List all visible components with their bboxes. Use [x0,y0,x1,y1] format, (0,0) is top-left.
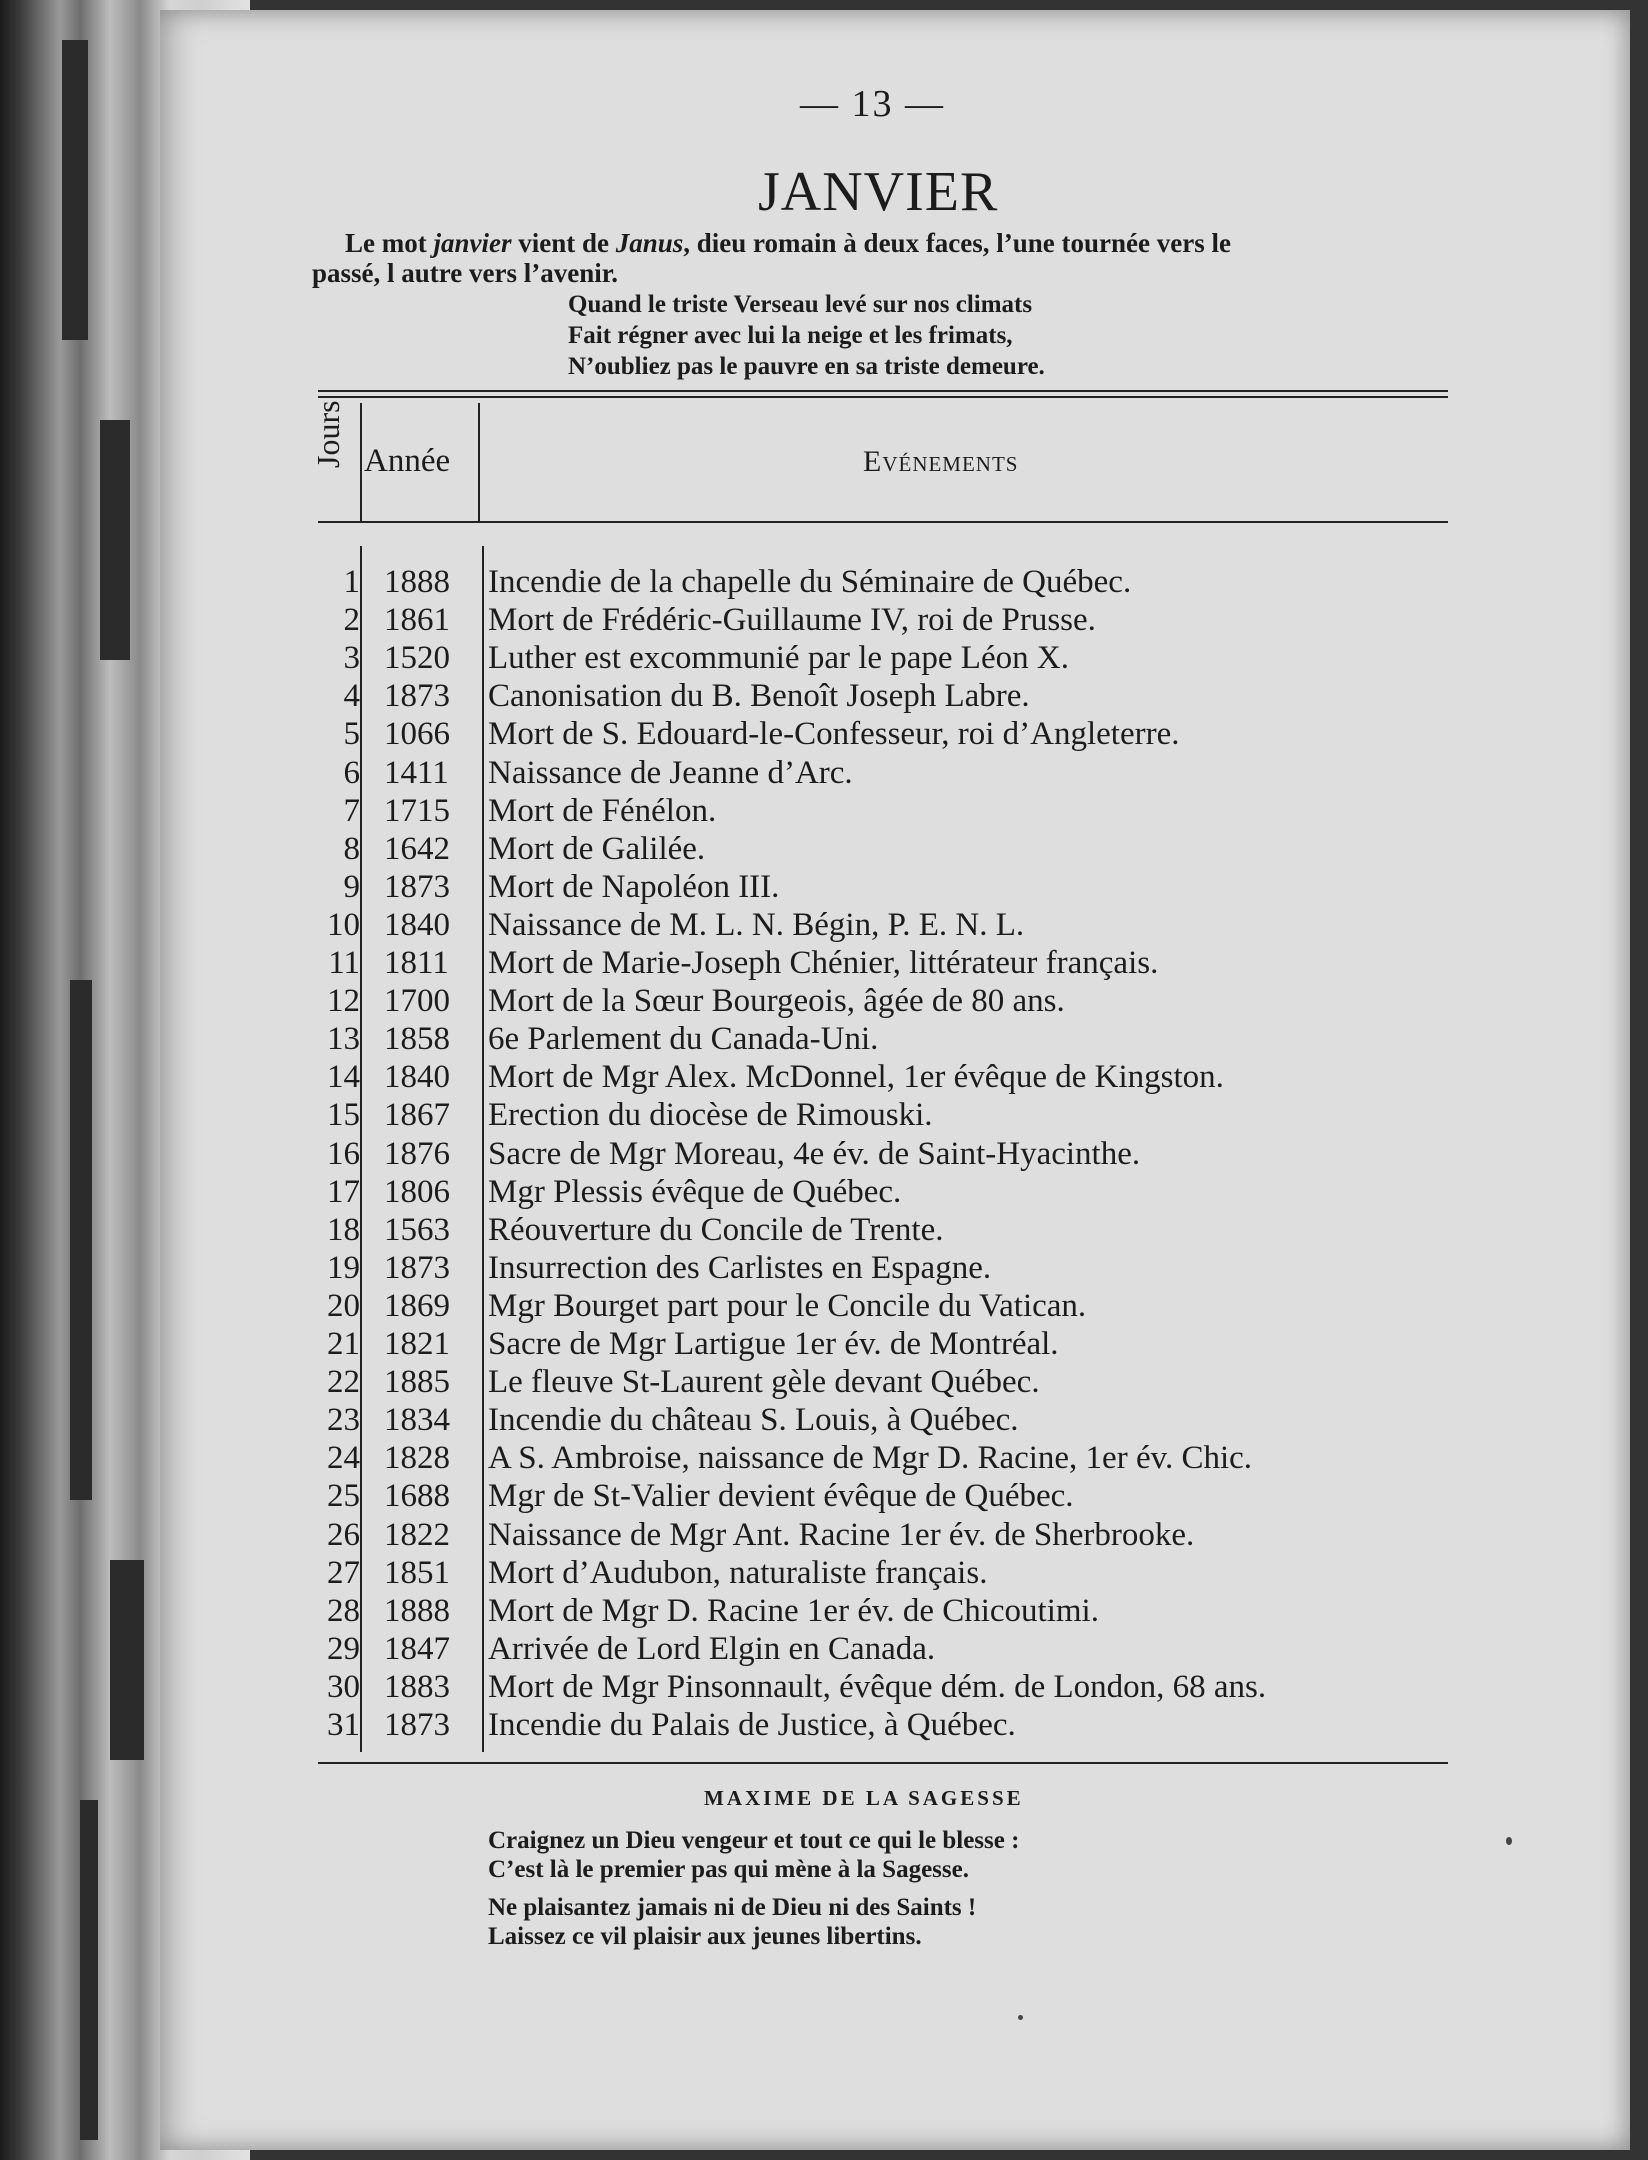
row-day: 8 [343,830,360,867]
row-year: 1873 [384,1249,450,1286]
row-day: 18 [327,1211,360,1248]
row-event: Mgr de St-Valier devient évêque de Québec. [488,1478,1074,1515]
row-event: Naissance de Mgr Ant. Racine 1er év. de Sherbrooke. [488,1516,1195,1553]
row-year: 1873 [384,678,450,715]
row-event: Naissance de Jeanne d’Arc. [488,754,853,791]
poem [568,289,1045,382]
row-year: 1828 [384,1440,450,1477]
row-event: Naissance de M. L. N. Bégin, P. E. N. L. [488,906,1025,943]
row-day: 21 [327,1326,360,1362]
row-year: 1563 [384,1211,450,1248]
row-day: 27 [327,1554,360,1591]
row-year: 1867 [384,1097,450,1134]
row-year: 1642 [384,830,450,867]
row-day: 17 [327,1173,360,1210]
row-day: 25 [327,1478,360,1515]
row-year: 1888 [384,1592,450,1629]
row-day: 6 [343,754,360,791]
row-year: 1885 [384,1364,450,1401]
header-jours: Jours [310,400,346,468]
row-day: 20 [327,1287,360,1324]
row-year: 1888 [384,564,450,600]
row-year: 1520 [384,640,450,677]
row-year: 1873 [384,1707,450,1743]
row-event: Erection du diocèse de Rimouski. [488,1097,933,1134]
row-event: Mort de Mgr Pinsonnault, évêque dém. de London, 68 ans. [488,1668,1267,1705]
table-top-rule [318,390,1448,398]
maxim-line: Craignez un Dieu vengeur et tout ce qui le blesse : [488,1827,1020,1854]
row-year: 1847 [384,1630,450,1667]
row-day: 29 [327,1630,360,1667]
row-year: 1688 [384,1478,450,1515]
row-year: 1834 [384,1402,450,1439]
row-year: 1876 [384,1135,450,1172]
intro-paragraph: Le mot janvier vient de Janus, dieu romain à deux faces, l’une tournée vers le passé, l autre vers l’avenir. [312,228,1231,288]
row-day: 28 [327,1592,360,1629]
maxim-title: MAXIME DE LA SAGESSE [704,1786,1024,1810]
column-divider [360,546,362,1752]
row-event: Réouverture du Concile de Trente. [488,1211,944,1248]
row-day: 12 [327,983,360,1020]
row-event: Mort de Frédéric-Guillaume IV, roi de Prusse. [488,602,1096,639]
row-event: A S. Ambroise, naissance de Mgr D. Racine, 1er év. Chic. [488,1440,1253,1477]
row-event: Canonisation du B. Benoît Joseph Labre. [488,678,1030,715]
row-day: 16 [327,1135,360,1172]
row-event: Luther est excommunié par le pape Léon X. [488,640,1069,677]
row-event: Incendie du château S. Louis, à Québec. [488,1402,1019,1439]
row-event: Incendie de la chapelle du Séminaire de Québec. [488,564,1132,600]
row-event: Insurrection des Carlistes en Espagne. [488,1249,992,1286]
header-annee: Année [364,443,451,479]
header-evenements: Evénements [863,445,1019,478]
row-day: 11 [328,945,360,981]
maxim-line: Laissez ce vil plaisir aux jeunes libertins. [488,1923,922,1950]
row-year: 1811 [384,945,449,981]
row-day: 10 [327,906,360,943]
poem-line: Fait régner avec lui la neige et les frimats, [568,322,1013,349]
maxim-line: C’est là le premier pas qui mène à la Sagesse. [488,1856,969,1883]
row-day: 5 [343,716,360,753]
row-day: 4 [343,678,360,715]
row-year: 1822 [384,1516,450,1553]
row-day: 31 [327,1707,360,1743]
row-year: 1066 [384,716,450,753]
row-event: Sacre de Mgr Moreau, 4e év. de Saint-Hyacinthe. [488,1135,1141,1172]
row-day: 24 [327,1440,360,1477]
maxim-line: Ne plaisantez jamais ni de Dieu ni des Saints ! [488,1894,977,1921]
row-event: Mort de Marie-Joseph Chénier, littérateur français. [488,945,1159,981]
row-event: Mgr Bourget part pour le Concile du Vatican. [488,1287,1087,1324]
poem-line: N’oubliez pas le pauvre en sa triste demeure. [568,353,1045,380]
poem-line: Quand le triste Verseau levé sur nos climats [568,291,1033,318]
row-day: 7 [343,792,360,829]
row-year: 1861 [384,602,450,639]
paper-speck [1018,2015,1023,2020]
row-day: 19 [327,1249,360,1286]
row-day: 3 [343,640,360,677]
month-title: JANVIER [758,161,999,223]
page-number: — 13 — [800,83,945,125]
row-event: Le fleuve St-Laurent gèle devant Québec. [488,1364,1040,1401]
row-day: 1 [343,564,360,600]
table-bottom-rule [318,1762,1448,1764]
row-year: 1883 [384,1668,450,1705]
header-divider [478,403,480,521]
row-event: 6e Parlement du Canada-Uni. [488,1021,879,1058]
row-event: Mort de Mgr Alex. McDonnel, 1er évêque de Kingston. [488,1059,1224,1096]
row-event: Sacre de Mgr Lartigue 1er év. de Montréal. [488,1326,1059,1362]
row-year: 1840 [384,906,450,943]
header-divider [360,403,362,521]
row-year: 1715 [384,792,450,829]
row-year: 1873 [384,868,450,905]
row-year: 1851 [384,1554,450,1591]
row-day: 23 [327,1402,360,1439]
row-day: 26 [327,1516,360,1553]
row-day: 2 [343,602,360,639]
row-day: 30 [327,1668,360,1705]
row-year: 1858 [384,1021,450,1058]
row-event: Mort d’Audubon, naturaliste français. [488,1554,988,1591]
row-year: 1840 [384,1059,450,1096]
row-event: Incendie du Palais de Justice, à Québec. [488,1707,1016,1743]
row-event: Mort de Mgr D. Racine 1er év. de Chicoutimi. [488,1592,1099,1629]
row-day: 15 [327,1097,360,1134]
row-year: 1821 [384,1326,450,1362]
row-event: Mort de Napoléon III. [488,868,780,905]
row-year: 1806 [384,1173,450,1210]
paper-speck [1506,1837,1512,1845]
row-year: 1411 [384,754,449,791]
header-bottom-rule [318,521,1448,523]
row-day: 13 [327,1021,360,1058]
row-day: 9 [343,868,360,905]
row-event: Mort de S. Edouard-le-Confesseur, roi d’Angleterre. [488,716,1180,753]
row-event: Arrivée de Lord Elgin en Canada. [488,1630,936,1667]
row-event: Mgr Plessis évêque de Québec. [488,1173,902,1210]
row-day: 22 [327,1364,360,1401]
row-event: Mort de Galilée. [488,830,706,867]
row-year: 1869 [384,1287,450,1324]
row-year: 1700 [384,983,450,1020]
row-event: Mort de la Sœur Bourgeois, âgée de 80 ans. [488,983,1065,1020]
row-event: Mort de Fénélon. [488,792,717,829]
row-day: 14 [327,1059,360,1096]
